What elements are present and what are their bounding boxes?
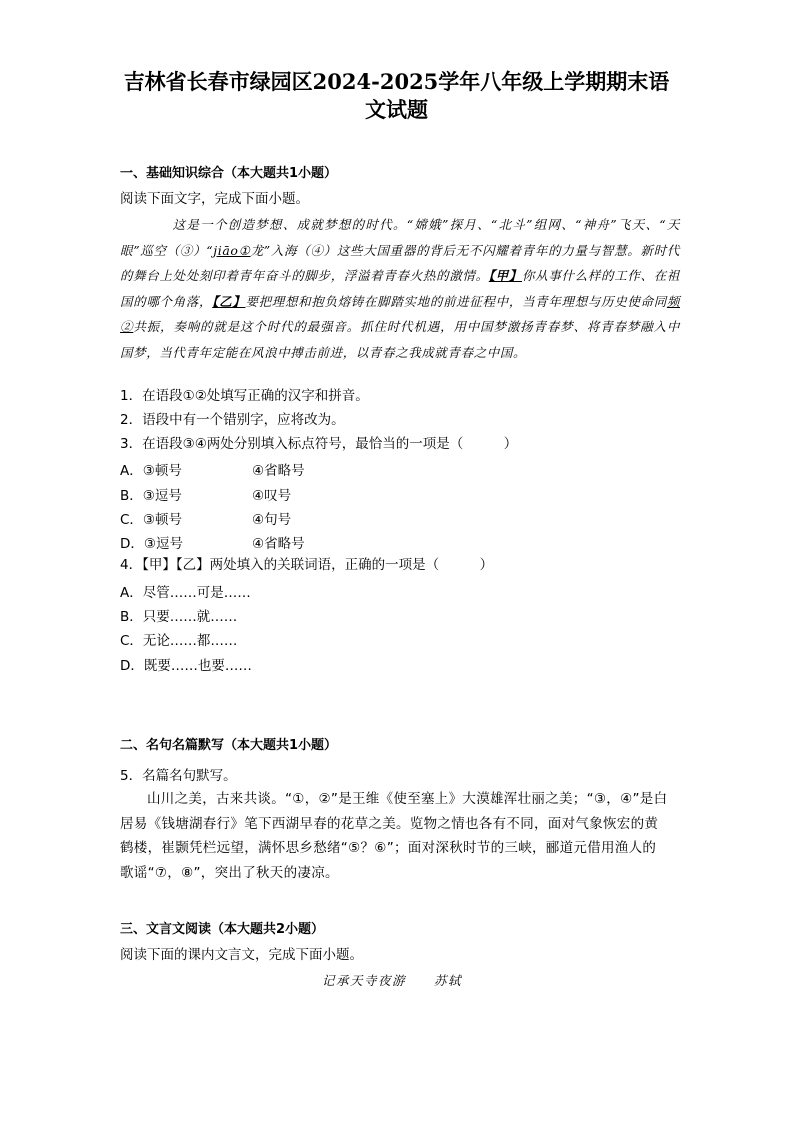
passage-part-4: 要把理想和抱负熔铸在脚踏实地的前进征程中，当青年理想与历史使命同 xyxy=(245,293,667,309)
passage-part-2: 龙”入海（④）这些大国重器的背后无不闪耀着青年的力量与智慧。新时代的舞台上处处刻印着青年奋斗的脚步，浮溢着青春火热的激情。 xyxy=(120,242,680,283)
article-title: 记承天寺夜游 xyxy=(322,973,407,988)
recitation-passage xyxy=(120,787,668,885)
q3-option-a: A．③顿号 xyxy=(120,463,182,479)
section-1-instruction: 阅读下面文字，完成下面小题。 xyxy=(120,191,309,207)
q4-option-a: A．尽管……可是…… xyxy=(120,585,251,601)
q3-option-c: C．③顿号 xyxy=(120,512,183,528)
q4-option-b: B．只要……就…… xyxy=(120,609,238,625)
passage-part-1: 这是一个创造梦想、成就梦想的时代。“嫦娥”探月、“北斗”组网、“神舟”飞天、“天眼”巡空（③）“ xyxy=(120,217,680,258)
section-1-heading: 一、基础知识综合（本大题共1小题） xyxy=(120,166,338,181)
question-4: 4．【甲】【乙】两处填入的关联词语，正确的一项是（ ） xyxy=(120,557,494,573)
q3-option-b-second: ④叹号 xyxy=(252,488,292,504)
passage-part-5: 共振，奏响的就是这个时代的最强音。抓住时代机遇，用中国梦激扬青春梦、将青春梦融入中国梦，当代青年定能在风浪中搏击前进，以青春之我成就青春之中国。 xyxy=(120,319,680,360)
q3-option-d-second: ④省略号 xyxy=(252,536,305,552)
article-author: 苏轼 xyxy=(434,973,463,988)
blank-jia: 【甲】 xyxy=(488,268,523,283)
blank-yi: 【乙】 xyxy=(212,293,246,309)
q3-option-d: D．③逗号 xyxy=(120,536,183,552)
article-heading xyxy=(322,971,462,989)
question-2: 2．语段中有一个错别字，应将改为。 xyxy=(120,412,345,428)
q4-option-c: C．无论……都…… xyxy=(120,633,238,649)
passage-part-3: 你从事什么样的工作、在祖国的哪个角落， xyxy=(120,268,680,309)
question-3: 3．在语段③④两处分别填入标点符号，最恰当的一项是（ ） xyxy=(120,436,518,452)
char-blank-2: 频② xyxy=(120,293,680,334)
recitation-text: 山川之美，古来共谈。“①，②”是王维《使至塞上》大漠雄浑壮丽之美；“③，④”是白居易《钱塘湖春行》笔下西湖早春的花草之美。览物之情也各有不同，面对气象恢宏的黄鹤楼，崔颢凭栏远望，满怀思乡愁绪“⑤？⑥”；面对深秋时节的三峡，郦道元借用渔人的歌谣“⑦，⑧”，突出了秋天的凄凉。 xyxy=(120,791,668,881)
q3-option-c-second: ④句号 xyxy=(252,512,292,528)
document-title xyxy=(100,68,693,124)
q3-option-b: B．③逗号 xyxy=(120,488,182,504)
question-1: 1．在语段①②处填写正确的汉字和拼音。 xyxy=(120,388,369,404)
title-line-1: 吉林省长春市绿园区2024-2025学年八年级上学期期末语 xyxy=(123,69,670,94)
q4-option-d: D．既要……也要…… xyxy=(120,658,252,674)
title-line-2: 文试题 xyxy=(365,97,428,122)
q3-option-a-second: ④省略号 xyxy=(252,463,305,479)
section-2-heading: 二、名句名篇默写（本大题共1小题） xyxy=(120,738,338,753)
pinyin-blank-1: jiāo① xyxy=(213,242,251,258)
section-3-instruction: 阅读下面的课内文言文，完成下面小题。 xyxy=(120,947,363,963)
section-3-heading: 三、文言文阅读（本大题共2小题） xyxy=(120,922,325,937)
question-5: 5．名篇名句默写。 xyxy=(120,768,237,784)
reading-passage xyxy=(120,212,680,365)
